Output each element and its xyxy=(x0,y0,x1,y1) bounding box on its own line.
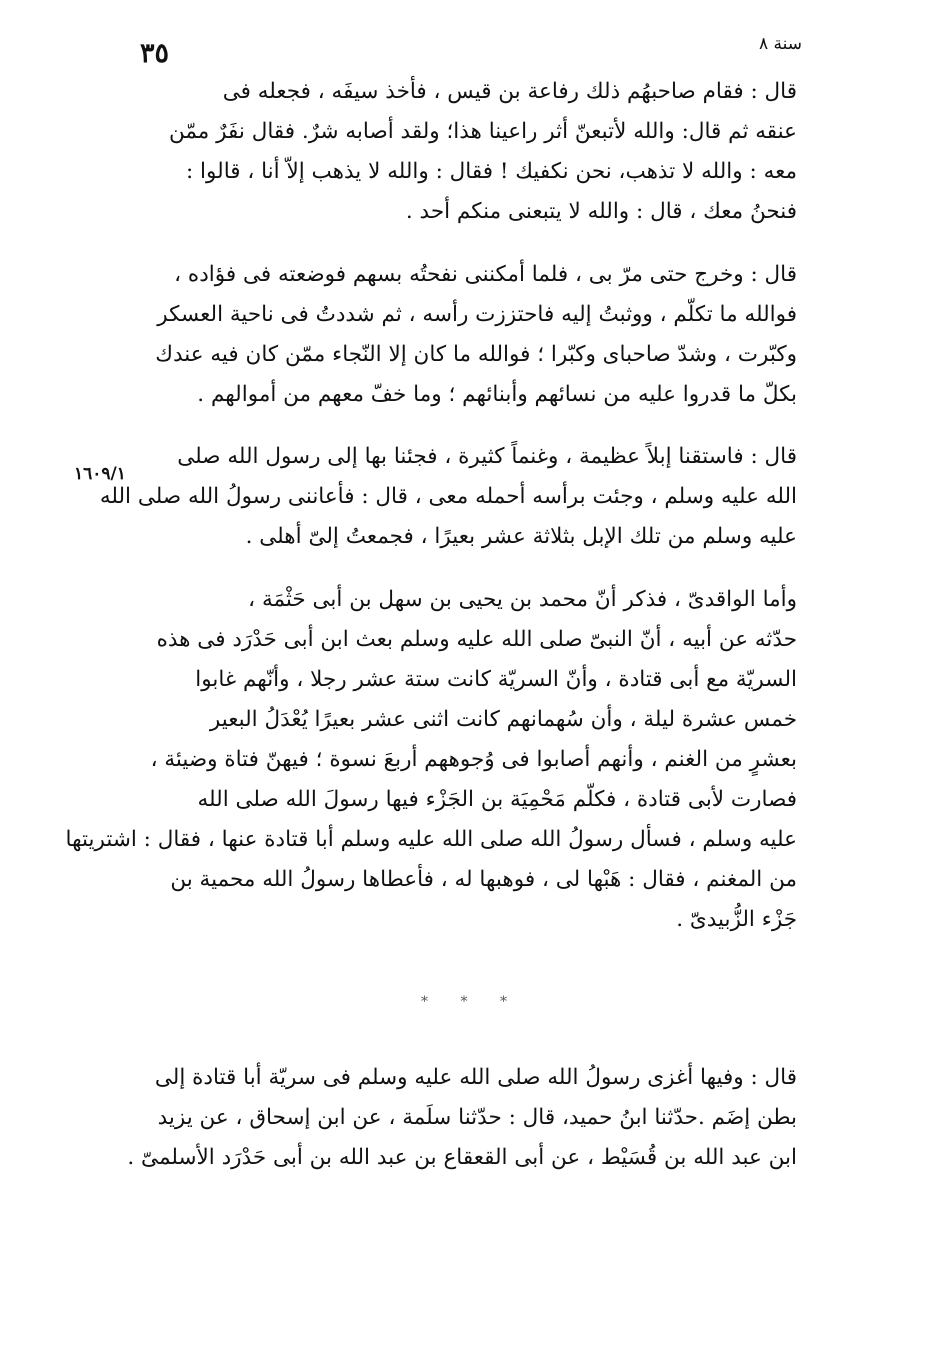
text-line: فوالله ما تكلّم ، ووثبتُ إليه فاحتززت رأسه ، ثم شددتُ فى ناحية العسكر xyxy=(157,302,797,327)
text-line: عليه وسلم ، فسأل رسولُ الله صلى الله عليه وسلم أبا قتادة عنها ، فقال : اشتريتها xyxy=(65,827,797,852)
paragraph-5 xyxy=(127,1058,797,1178)
text-line: بكلّ ما قدروا عليه من نسائهم وأبنائهم ؛ وما خفّ معهم من أموالهم . xyxy=(197,382,797,407)
paragraph-2 xyxy=(155,255,797,415)
text-line: عنقه ثم قال: والله لأتبعنّ أثر راعينا هذا؛ ولقد أصابه شرٌ. فقال نفَرٌ ممّن xyxy=(169,119,797,144)
text-line: السريّة مع أبى قتادة ، وأنّ السريّة كانت ستة عشر رجلا ، وأنّهم غابوا xyxy=(195,667,797,692)
text-line: بعشرٍ من الغنم ، وأنهم أصابوا فى وُجوههم أربعَ نسوة ؛ فيهنّ فتاة وضيئة ، xyxy=(150,747,797,772)
text-line: من المغنم ، فقال : هَبْها لى ، فوهبها له ، فأعطاها رسولُ الله محمية بن xyxy=(170,867,797,892)
text-line: قال : وخرج حتى مرّ بى ، فلما أمكننى نفحتُه بسهم فوضعته فى فؤاده ، xyxy=(174,262,797,287)
margin-reference: ١٦٠٩/١ xyxy=(74,464,126,484)
text-line: فنحنُ معك ، قال : والله لا يتبعنى منكم أحد . xyxy=(405,199,797,224)
text-line: حدّثه عن أبيه ، أنّ النبىّ صلى الله عليه وسلم بعث ابن أبى حَدْرَد فى هذه xyxy=(156,627,797,652)
text-line: قال : فقام صاحبهُم ذلك رفاعة بن قيس ، فأخذ سيفَه ، فجعله فى xyxy=(222,79,797,104)
text-line: الله عليه وسلم ، وجئت برأسه أحمله معى ، قال : فأعاننى رسولُ الله صلى الله xyxy=(99,484,797,509)
text-line: عليه وسلم من تلك الإبل بثلاثة عشر بعيرًا ، فجمعتُ إلىّ أهلى . xyxy=(245,524,797,549)
year-header: سنة ٨ xyxy=(758,34,802,54)
text-line: وأما الواقدىّ ، فذكر أنّ محمد بن يحيى بن سهل بن أبى حَثْمَة ، xyxy=(248,587,797,612)
paragraph-1 xyxy=(155,72,797,232)
text-line: جَزْء الزُّبيدىّ . xyxy=(676,907,797,932)
paragraph-4 xyxy=(65,580,797,940)
text-line: قال : وفيها أغزى رسولُ الله صلى الله عليه وسلم فى سريّة أبا قتادة إلى xyxy=(154,1065,797,1090)
section-divider: * * * xyxy=(421,994,521,1010)
page-number: ٣٥ xyxy=(140,38,170,69)
text-line: قال : فاستقنا إبلاً عظيمة ، وغنماً كثيرة ، فجئنا بها إلى رسول الله صلى xyxy=(177,444,797,469)
text-line: فصارت لأبى قتادة ، فكلّم مَحْمِيَة بن الجَزْء فيها رسولَ الله صلى الله xyxy=(197,787,797,812)
text-line: خمس عشرة ليلة ، وأن سُهمانهم كانت اثنى عشر بعيرًا يُعْدَلُ البعير xyxy=(209,707,797,732)
text-line: معه : والله لا تذهب، نحن نكفيك ! فقال : والله لا يذهب إلاّ أنا ، قالوا : xyxy=(185,159,797,184)
text-line: ابن عبد الله بن قُسَيْط ، عن أبى القعقاع بن عبد الله بن أبى حَدْرَد الأسلمىّ . xyxy=(127,1145,797,1170)
text-line: وكبّرت ، وشدّ صاحباى وكبّرا ؛ فوالله ما كان إلا النّجاء ممّن كان فيه عندك xyxy=(155,342,797,367)
text-line: بطن إضَم .حدّثنا ابنُ حميد، قال : حدّثنا سلَمة ، عن ابن إسحاق ، عن يزيد xyxy=(157,1105,797,1130)
